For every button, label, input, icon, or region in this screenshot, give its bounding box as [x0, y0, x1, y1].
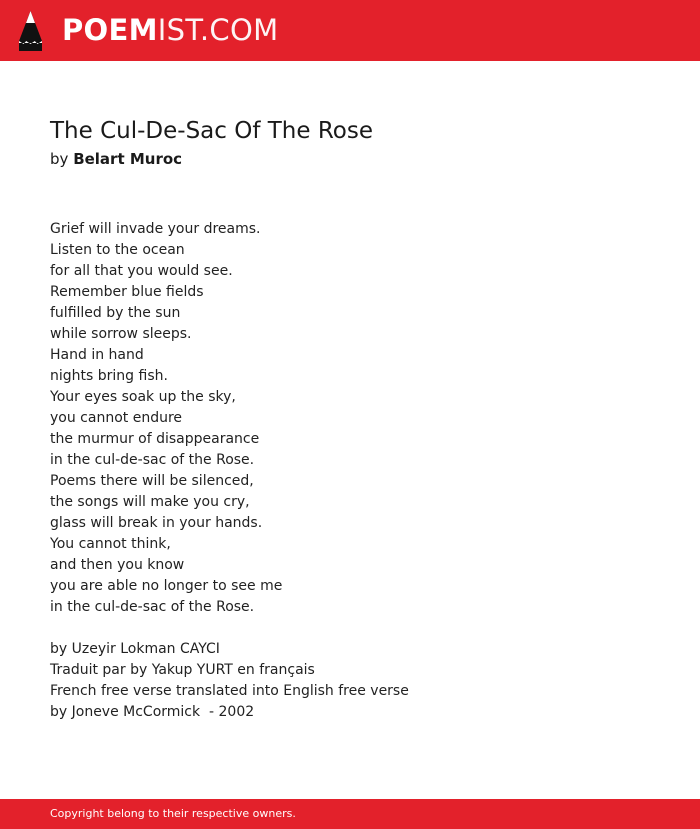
- site-header: [0, 0, 700, 61]
- poem-line: Listen to the ocean: [50, 242, 185, 258]
- poem-line: You cannot think,: [50, 536, 171, 552]
- poem-title: The Cul-De-Sac Of The Rose: [50, 118, 373, 144]
- poem-line: Remember blue fields: [50, 284, 204, 300]
- translation-note-line: French free verse translated into English free verse: [50, 683, 409, 699]
- poem-line: glass will break in your hands.: [50, 515, 263, 531]
- translation-notes: [50, 639, 409, 723]
- poem-author[interactable]: Belart Muroc: [73, 150, 183, 168]
- pencil-icon[interactable]: [17, 10, 44, 52]
- poem-body: [50, 219, 282, 618]
- translation-note-line: by Joneve McCormick - 2002: [50, 704, 255, 720]
- poem-line: the songs will make you cry,: [50, 494, 250, 510]
- poem-line: you cannot endure: [50, 410, 183, 426]
- poem-line: and then you know: [50, 557, 185, 573]
- poem-line: for all that you would see.: [50, 263, 233, 279]
- site-logo[interactable]: [62, 12, 278, 48]
- poem-byline: [50, 148, 182, 170]
- poem-line: the murmur of disappearance: [50, 431, 260, 447]
- copyright-text: Copyright belong to their respective owners.: [50, 807, 296, 820]
- poem-line: Grief will invade your dreams.: [50, 221, 261, 237]
- translation-note-line: Traduit par by Yakup YURT en français: [50, 662, 315, 678]
- poem-line: you are able no longer to see me: [50, 578, 283, 594]
- poem-line: Hand in hand: [50, 347, 144, 363]
- logo-text-light: IST.COM: [157, 13, 279, 47]
- poem-line: Your eyes soak up the sky,: [50, 389, 236, 405]
- by-label: by: [50, 150, 69, 168]
- poem-line: Poems there will be silenced,: [50, 473, 254, 489]
- logo-text-bold: POEM: [62, 13, 158, 47]
- poem-line: while sorrow sleeps.: [50, 326, 192, 342]
- poem-line: in the cul-de-sac of the Rose.: [50, 599, 255, 615]
- poem-line: in the cul-de-sac of the Rose.: [50, 452, 255, 468]
- poem-line: nights bring fish.: [50, 368, 168, 384]
- poem-line: fulfilled by the sun: [50, 305, 181, 321]
- site-footer: [0, 799, 700, 829]
- translation-note-line: by Uzeyir Lokman CAYCI: [50, 641, 220, 657]
